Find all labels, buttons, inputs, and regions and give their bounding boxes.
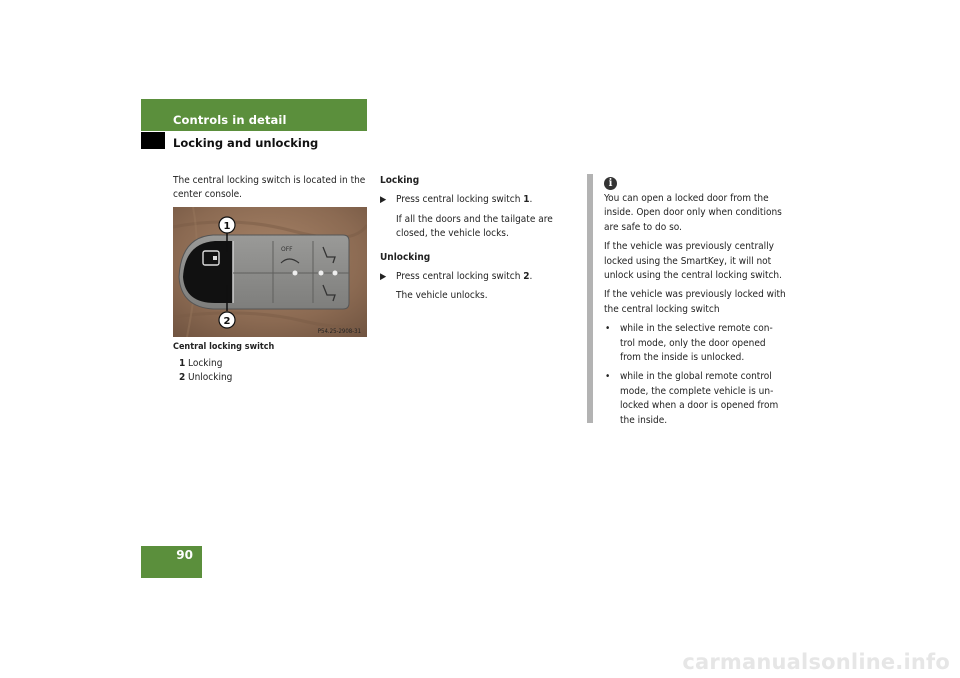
step-arrow-icon: ▶ xyxy=(380,195,387,206)
unlocking-result: The vehicle unlocks. xyxy=(396,290,488,302)
header-marker xyxy=(141,132,165,149)
legend-item: 1 Locking xyxy=(179,358,223,369)
instructions-column xyxy=(380,174,570,309)
callout-2: 2 xyxy=(223,316,231,327)
note-box xyxy=(604,192,786,433)
page-number: 90 xyxy=(176,548,193,562)
note-paragraph: If the vehicle was previously locked with the central locking switch xyxy=(604,289,786,315)
info-icon: i xyxy=(604,177,617,190)
bullet-icon: • xyxy=(605,371,611,383)
intro-text: The central locking switch is located in the center console. xyxy=(173,175,366,201)
note-sidebar xyxy=(587,174,593,423)
central-locking-switch-photo xyxy=(173,207,367,337)
figure-ref-code: P54.25-2908-31 xyxy=(317,328,361,335)
locking-heading: Locking xyxy=(380,175,420,186)
watermark: carmanualsonline.info xyxy=(682,650,950,674)
seat-off-label: OFF xyxy=(281,246,293,253)
legend-item: 2 Unlocking xyxy=(179,372,233,384)
figure-caption: Central locking switch xyxy=(173,342,275,352)
figure-legend xyxy=(179,357,232,386)
note-paragraph: If the vehicle was previously centrally locked using the SmartKey, it will not unlock using the central locking switch. xyxy=(604,241,782,282)
step-arrow-icon: ▶ xyxy=(380,272,387,283)
locking-step: ▶ Press central locking switch 1. xyxy=(380,193,570,207)
unlocking-heading: Unlocking xyxy=(380,251,431,263)
callout-1: 1 xyxy=(223,221,231,232)
unlocking-step: ▶ Press central locking switch 2. xyxy=(380,270,570,284)
section-title: Controls in detail xyxy=(173,113,287,127)
note-paragraph: You can open a locked door from the inside. Open door only when conditions are safe to do so. xyxy=(604,193,782,233)
bullet-icon: • xyxy=(605,323,611,335)
note-bullet: • while in the selective remote con-trol mode, only the door opened from the inside is unlocked. xyxy=(605,323,773,364)
locking-result: If all the doors and the tailgate are closed, the vehicle locks. xyxy=(396,213,553,240)
section-subtitle: Locking and unlocking xyxy=(173,136,319,150)
note-bullet: • while in the global remote control mode, the complete vehicle is un-locked when a door is opened from the inside. xyxy=(605,371,779,426)
